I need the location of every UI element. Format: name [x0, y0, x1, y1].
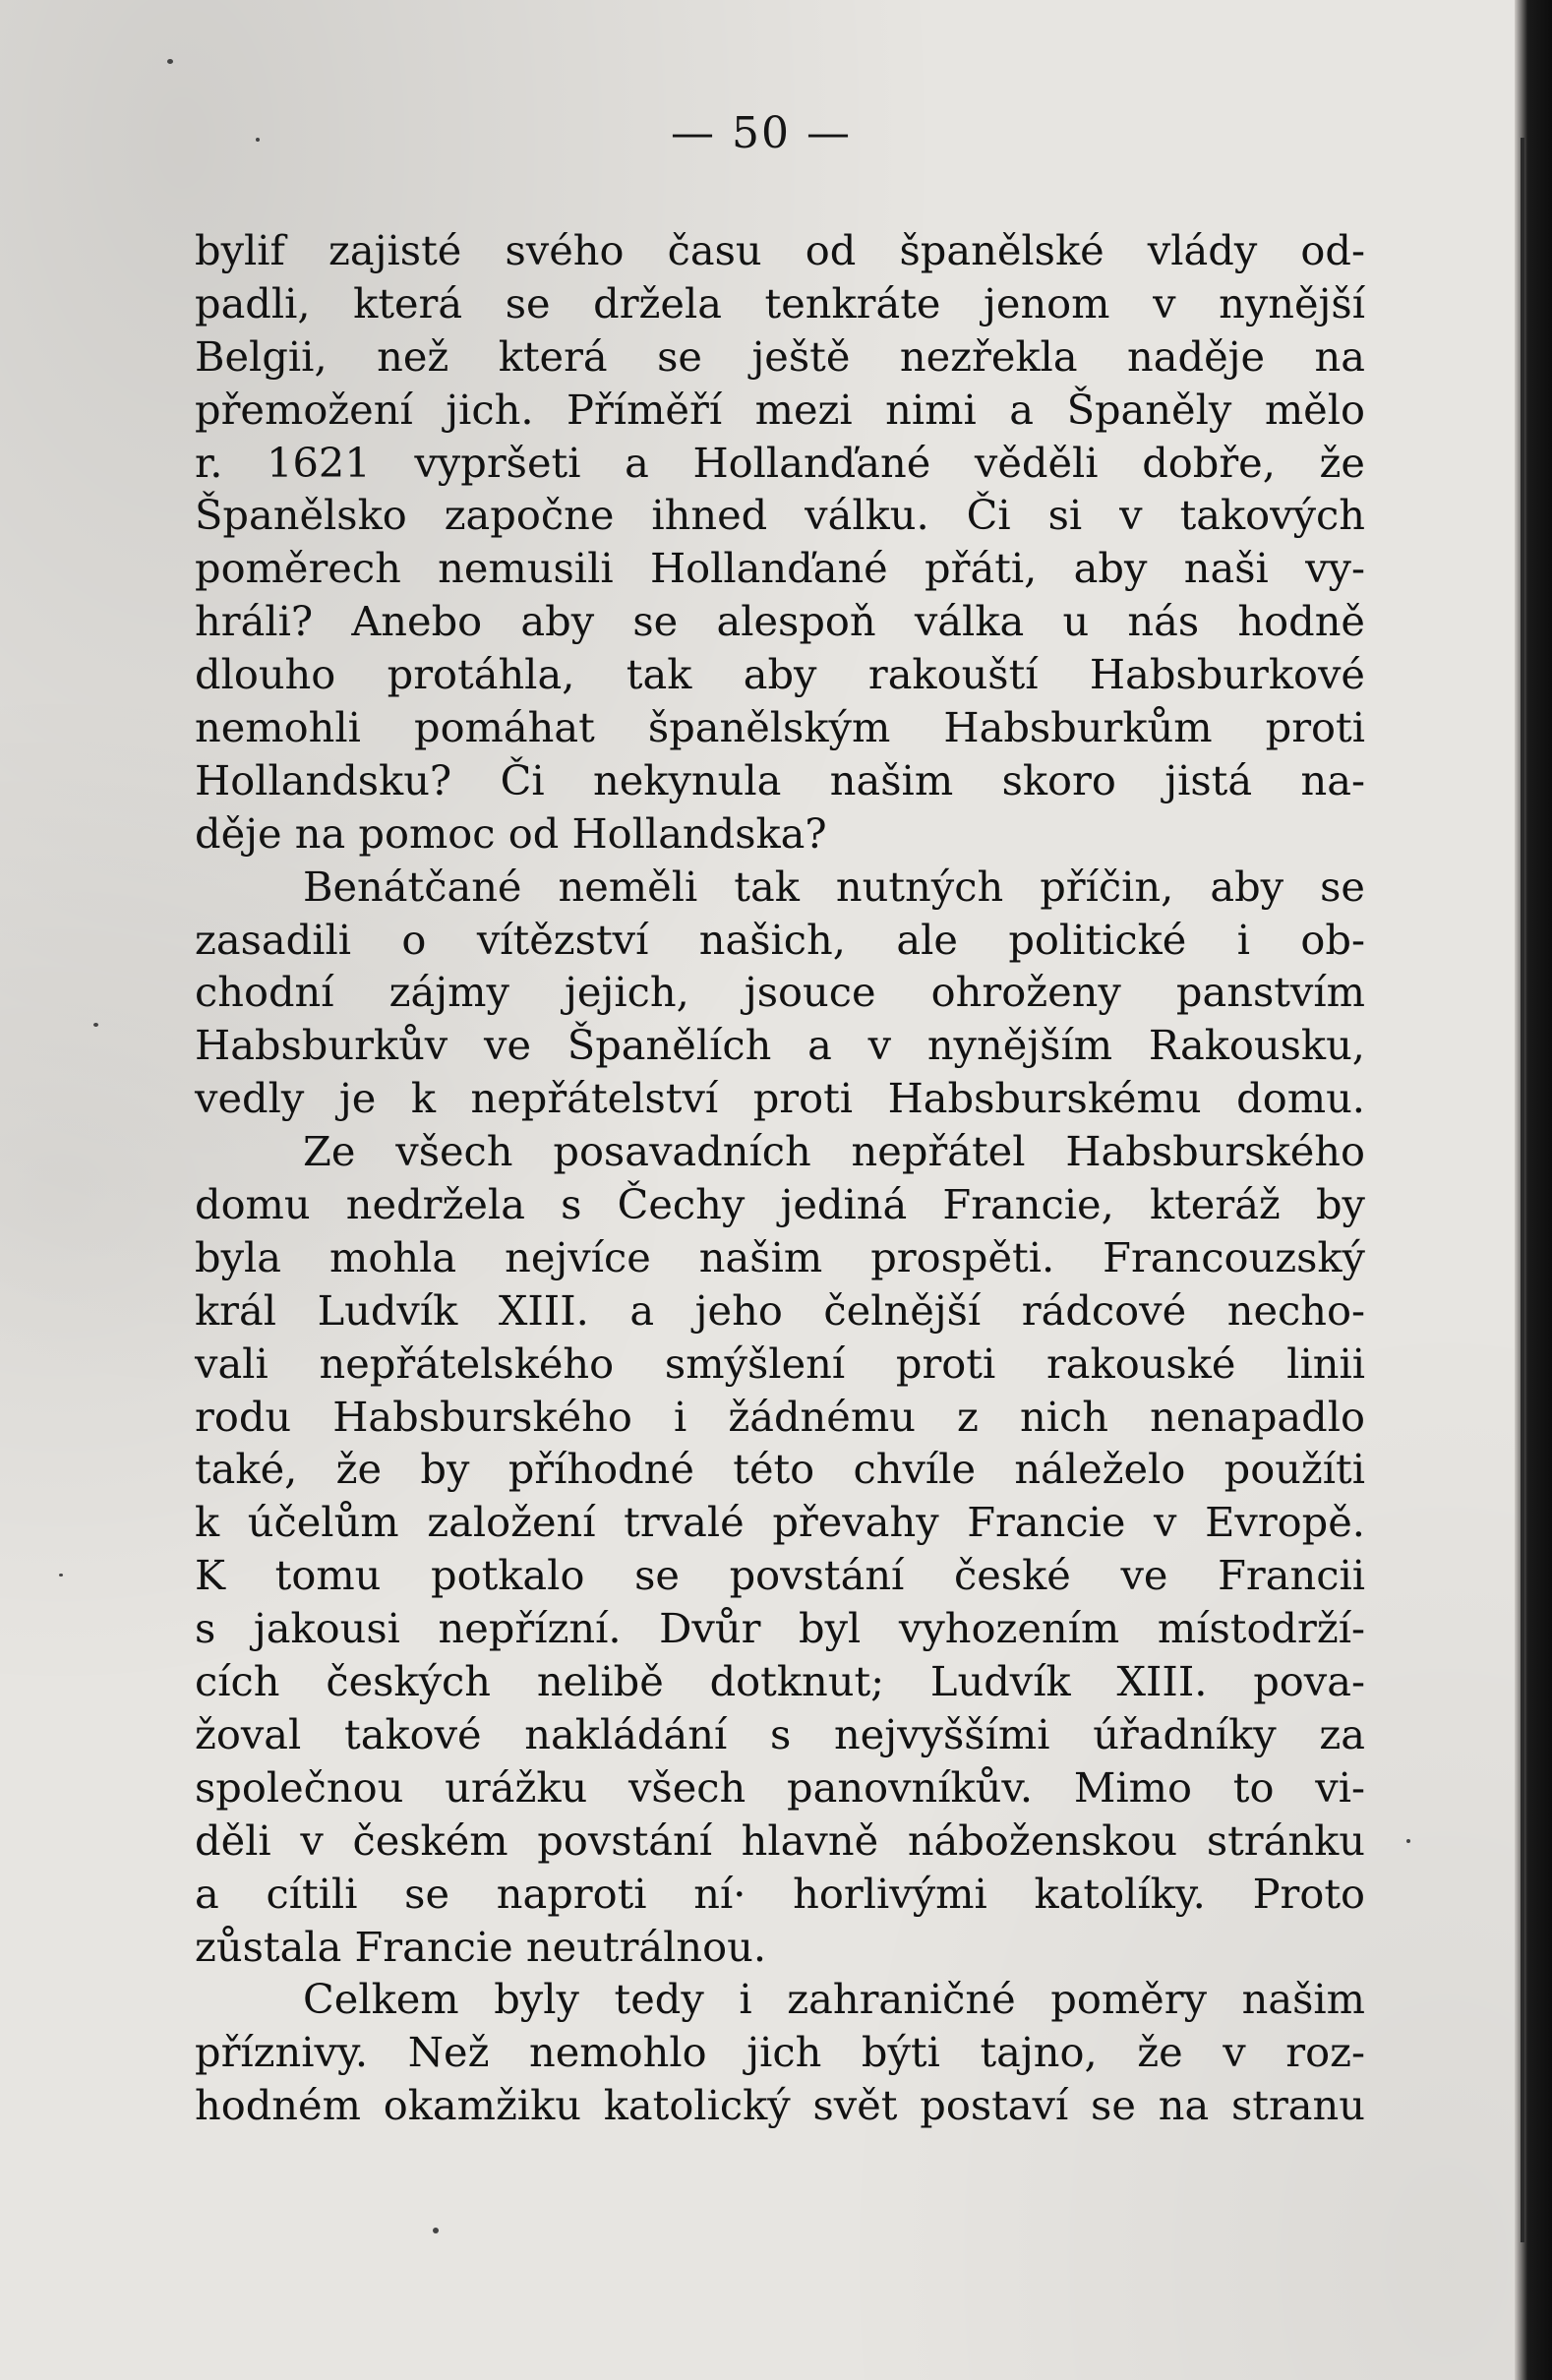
text-line: Hollandsku? Či nekynula našim skoro jistá na-: [195, 755, 1365, 804]
paper-fleck: [1406, 1839, 1410, 1843]
text-line: bylif zajisté svého času od španělské vlády od-: [195, 226, 1365, 274]
text-line: k účelům založení trvalé převahy Francie v Evropě.: [195, 1498, 1365, 1547]
paragraph-start-line: Benátčané neměli tak nutných příčin, aby se: [303, 862, 1365, 911]
text-line: nemohli pomáhat španělským Habsburkům proti: [195, 703, 1365, 752]
text-line: společnou urážku všech panovníkův. Mimo to vi-: [195, 1762, 1365, 1812]
text-line: také, že by příhodné této chvíle náleželo použíti: [195, 1445, 1365, 1494]
text-line: rodu Habsburského i žádnému z nich nenapadlo: [195, 1392, 1365, 1441]
paper-fleck: [93, 1023, 98, 1027]
text-line: král Ludvík XIII. a jeho čelnější rádcové necho-: [195, 1285, 1365, 1335]
page-number: — 50 —: [671, 108, 852, 158]
paragraph-end-line: vedly je k nepřátelství proti Habsburskému domu.: [195, 1074, 1365, 1123]
text-line: zasadili o vítězství našich, ale politické i ob-: [195, 915, 1365, 964]
text-line: K tomu potkalo se povstání české ve Francii: [195, 1551, 1365, 1600]
text-line: přemožení jich. Příměří mezi nimi a Španěly mělo: [195, 385, 1365, 434]
text-line: vali nepřátelského smýšlení proti rakouské linii: [195, 1339, 1365, 1388]
text-line: hráli? Anebo aby se alespoň válka u nás hodně: [195, 597, 1365, 646]
paper-fleck: [167, 59, 173, 64]
text-line: chodní zájmy jejich, jsouce ohroženy panstvím: [195, 968, 1365, 1017]
paper-fleck: [59, 1574, 63, 1577]
text-line: r. 1621 vypršeti a Hollanďané věděli dobře, že: [195, 438, 1365, 487]
text-line: domu nedržela s Čechy jediná Francie, kteráž by: [195, 1180, 1365, 1229]
text-line: Belgii, než která se ještě nezřekla naděje na: [195, 331, 1365, 381]
text-line: byla mohla nejvíce našim prospěti. Francouzský: [195, 1232, 1365, 1281]
text-line: a cítili se naproti ní· horlivými katolíky. Proto: [195, 1869, 1365, 1918]
text-line: příznivy. Než nemohlo jich býti tajno, že v roz-: [195, 2028, 1365, 2077]
text-line: žoval takové nakládání s nejvyššími úřadníky za: [195, 1709, 1365, 1758]
text-line: poměrech nemusili Hollanďané přáti, aby naši vy-: [195, 544, 1365, 593]
paper-fleck: [433, 2228, 439, 2233]
text-line: cích českých nelibě dotknut; Ludvík XIII. pova-: [195, 1657, 1365, 1706]
paragraph-end-line: děje na pomoc od Hollandska?: [195, 808, 827, 858]
paragraph-start-line: Celkem byly tedy i zahraničné poměry našim: [303, 1975, 1365, 2024]
text-line: Španělsko započne ihned válku. Či si v takových: [195, 491, 1365, 540]
body-text: [195, 224, 1365, 2132]
paragraph-end-line: zůstala Francie neutrálnou.: [195, 1922, 767, 1971]
text-line: s jakousi nepřízní. Dvůr byl vyhozením místodrží-: [195, 1604, 1365, 1653]
page-edge-line: [1521, 138, 1524, 2242]
text-line: dlouho protáhla, tak aby rakouští Habsburkové: [195, 650, 1365, 699]
text-line: Habsburkův ve Španělích a v nynějším Rakousku,: [195, 1021, 1365, 1070]
text-line: hodném okamžiku katolický svět postaví se na stranu: [195, 2081, 1365, 2130]
paper-fleck: [256, 138, 260, 142]
paragraph-start-line: Ze všech posavadních nepřátel Habsburského: [303, 1127, 1365, 1176]
text-line: padli, která se držela tenkráte jenom v nynější: [195, 278, 1365, 327]
text-line: děli v českém povstání hlavně náboženskou stránku: [195, 1815, 1365, 1865]
